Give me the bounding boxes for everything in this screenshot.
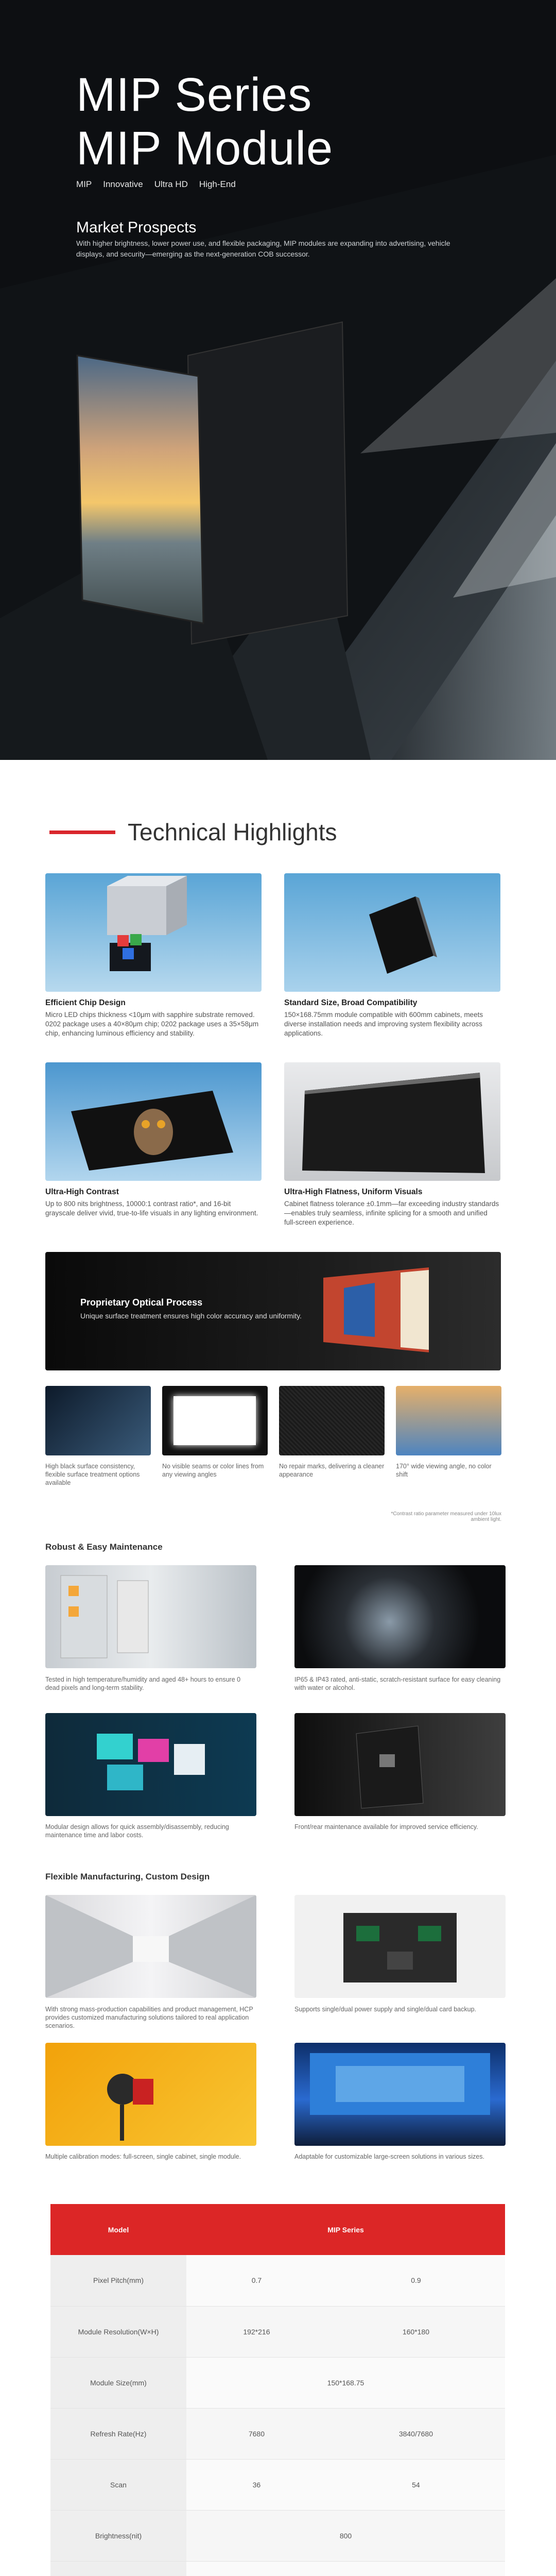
row-value: 54 (327, 2459, 505, 2510)
row-label: Scan (50, 2459, 186, 2510)
row-value: 0.7 (186, 2255, 327, 2306)
large-screen-image (294, 2043, 506, 2146)
waterproof-image (294, 1565, 506, 1668)
calibration-image (45, 2043, 256, 2146)
hero-title-line2: MIP Module (76, 122, 334, 175)
hero-banner (0, 0, 556, 760)
hero-tag: MIP (76, 179, 92, 189)
flatness-image (284, 1062, 500, 1181)
aging-test-image (45, 1565, 256, 1668)
row-value: 3840/7680 (327, 2408, 505, 2459)
accent-bar (49, 831, 115, 834)
hero-subtitle: Market Prospects (76, 219, 197, 236)
modular-design-image (45, 1713, 256, 1816)
hero-title-line1: MIP Series (76, 69, 312, 121)
robust-caption: IP65 & IP43 rated, anti-static, scratch-resistant surface for easy cleaning with water or alcohol. (294, 1676, 501, 1691)
no-seams-image (162, 1386, 268, 1455)
row-label: Module Size(mm) (50, 2357, 186, 2408)
card-text: Cabinet flatness tolerance ±0.1mm—far exceeding industry standards—enables truly seamless, infinite splicing for a smooth and unified full-screen experience. (284, 1200, 499, 1226)
hero-tags (76, 179, 236, 190)
small-caption: No visible seams or color lines from any viewing angles (162, 1463, 264, 1478)
table-row (50, 2306, 505, 2357)
table-row (50, 2357, 505, 2408)
col-series-header: MIP Series (186, 2204, 505, 2255)
table-header-row (50, 2204, 505, 2255)
highlights-title: Technical Highlights (128, 819, 337, 845)
table-row (50, 2408, 505, 2459)
hero-title (76, 68, 333, 175)
hero-tag: Innovative (103, 179, 143, 189)
row-value (186, 2561, 505, 2576)
standard-size-caption (284, 998, 500, 1038)
row-value: 36 (186, 2459, 327, 2510)
surface-consistency-image (45, 1386, 151, 1455)
card-title: Ultra-High Contrast (45, 1188, 119, 1196)
contrast-footnote: *Contrast ratio parameter measured under 10lux ambient light. (391, 1511, 501, 1522)
no-repair-marks-image (279, 1386, 385, 1455)
flexible-caption: Supports single/dual power supply and single/dual card backup. (294, 2006, 477, 2013)
chip-design-caption (45, 998, 262, 1038)
table-row (50, 2561, 505, 2576)
hero-tag: High-End (199, 179, 236, 189)
robust-title: Robust & Easy Maintenance (45, 1542, 163, 1552)
card-title: Standard Size, Broad Compatibility (284, 998, 418, 1007)
card-text: Micro LED chips thickness <10μm with sapphire substrate removed. 0202 package uses a 40×80μm chip; 0202 package uses a 35×58μm chip, enhancing luminous efficiency and stability. (45, 1011, 259, 1037)
row-value: 160*180 (327, 2306, 505, 2357)
flexible-caption: With strong mass-production capabilities and product management, HCP provides customized manufacturing solutions tailored to real application scenarios. (45, 2006, 253, 2029)
row-label: Pixel Pitch(mm) (50, 2255, 186, 2306)
flexible-caption: Adaptable for customizable large-screen solutions in various sizes. (294, 2153, 484, 2160)
contrast-caption (45, 1188, 262, 1218)
row-value: 150*168.75 (186, 2357, 505, 2408)
table-row (50, 2510, 505, 2561)
flatness-caption (284, 1188, 500, 1227)
row-label: Module Resolution(W×H) (50, 2306, 186, 2357)
row-value: 800 (186, 2510, 505, 2561)
col-model-header: Model (50, 2204, 186, 2255)
small-caption: 170° wide viewing angle, no color shift (396, 1463, 492, 1478)
row-value: 192*216 (186, 2306, 327, 2357)
small-caption: High black surface consistency, flexible surface treatment options available (45, 1463, 140, 1486)
viewing-angle-image (396, 1386, 501, 1455)
small-caption: No repair marks, delivering a cleaner appearance (279, 1463, 385, 1478)
row-label: Brightness(nit) (50, 2510, 186, 2561)
section-heading (49, 818, 337, 846)
row-label: Refresh Rate(Hz) (50, 2408, 186, 2459)
spec-table (50, 2204, 505, 2576)
chip-design-image (45, 873, 262, 992)
card-text: 150×168.75mm module compatible with 600mm cabinets, meets diverse installation needs and improving system flexibility across applications. (284, 1011, 483, 1037)
card-text: Up to 800 nits brightness, 10000:1 contrast ratio*, and 16-bit grayscale deliver vivid, true-to-life visuals in any lighting environment. (45, 1200, 258, 1217)
row-value: 0.9 (327, 2255, 505, 2306)
flexible-caption: Multiple calibration modes: full-screen, single cabinet, single module. (45, 2153, 241, 2160)
power-backup-image (294, 1895, 506, 1998)
hero-tag: Ultra HD (154, 179, 188, 189)
standard-size-image (284, 873, 500, 992)
hero-description: With higher brightness, lower power use, and flexible packaging, MIP modules are expanding into advertising, vehicle displays, and security—emerging as the next-generation COB successor. (76, 239, 450, 258)
optical-text: Unique surface treatment ensures high color accuracy and uniformity. (80, 1312, 302, 1320)
card-title: Ultra-High Flatness, Uniform Visuals (284, 1188, 423, 1196)
optical-process-banner (45, 1252, 501, 1370)
robust-caption: Modular design allows for quick assembly/disassembly, reducing maintenance time and labor costs. (45, 1823, 229, 1839)
contrast-image (45, 1062, 262, 1181)
card-title: Efficient Chip Design (45, 998, 126, 1007)
robust-caption: Tested in high temperature/humidity and aged 48+ hours to ensure 0 dead pixels and long-term stability. (45, 1676, 241, 1691)
row-label (50, 2561, 186, 2576)
robust-caption: Front/rear maintenance available for improved service efficiency. (294, 1823, 478, 1831)
flexible-title: Flexible Manufacturing, Custom Design (45, 1872, 210, 1882)
factory-image (45, 1895, 256, 1998)
table-row (50, 2459, 505, 2510)
optical-title: Proprietary Optical Process (80, 1297, 203, 1308)
maintenance-image (294, 1713, 506, 1816)
row-value: 7680 (186, 2408, 327, 2459)
table-row (50, 2255, 505, 2306)
